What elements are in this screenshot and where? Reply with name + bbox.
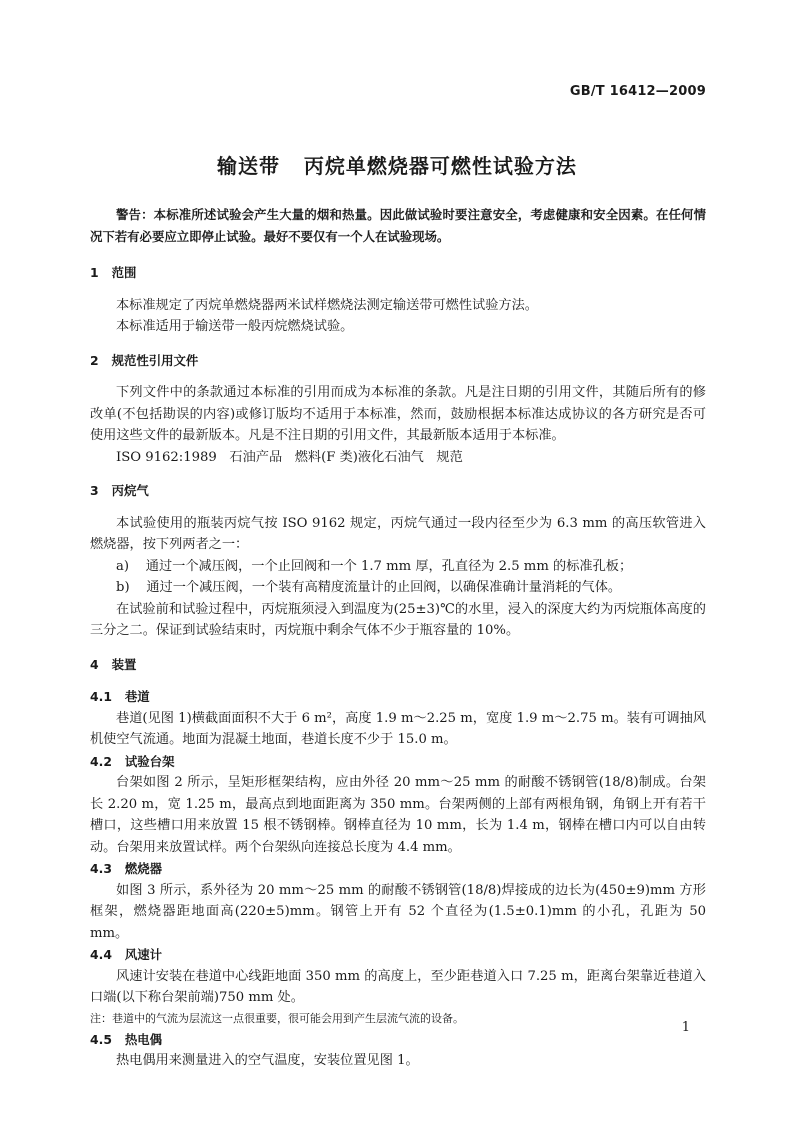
section-1-paragraph-1: 本标准规定了丙烷单燃烧器两米试样燃烧法测定输送带可燃性试验方法。 xyxy=(116,297,538,313)
section-2-paragraph-1: 下列文件中的条款通过本标准的引用而成为本标准的条款。凡是注日期的引用文件，其随后所有的修改单(不包括勘误的内容)或修订版均不适用于本标准，然而，鼓励根据本标准达成协议的各方研究是否可使用这些文件的最新版本。凡是不注日期的引用文件，其最新版本适用于本标准。 xyxy=(90,385,706,443)
section-3-item-a: a) 通过一个减压阀，一个止回阀和一个 1.7 mm 厚，孔直径为 2.5 mm 的标准孔板； xyxy=(116,558,633,574)
section-4-4-heading: 4.4 风速计 xyxy=(90,947,163,962)
section-3-paragraph-1: 本试验使用的瓶装丙烷气按 ISO 9162 规定，丙烷气通过一段内径至少为 6.3 mm 的高压软管进入燃烧器，按下列两者之一： xyxy=(90,515,706,552)
section-4-4-paragraph: 风速计安装在巷道中心线距地面 350 mm 的高度上，至少距巷道入口 7.25 m，距离台架靠近巷道入口端(以下称台架前端)750 mm 处。 xyxy=(90,968,706,1005)
standard-number: GB/T 16412—2009 xyxy=(569,84,706,99)
section-1-heading: 1 范围 xyxy=(90,265,137,280)
section-4-5-paragraph: 热电偶用来测量进入的空气温度，安装位置见图 1。 xyxy=(116,1053,419,1068)
section-4-4-note: 注：巷道中的气流为层流这一点很重要，很可能会用到产生层流气流的设备。 xyxy=(90,1011,464,1025)
section-3-paragraph-2: 在试验前和试验过程中，丙烷瓶须浸入到温度为(25±3)℃的水里，浸入的深度大约为丙烷瓶体高度的三分之二。保证到试验结束时，丙烷瓶中剩余气体不少于瓶容量的 10%。 xyxy=(90,601,706,638)
section-4-2-paragraph: 台架如图 2 所示，呈矩形框架结构，应由外径 20 mm～25 mm 的耐酸不锈钢管(18/8)制成。台架长 2.20 m，宽 1.25 m，最高点到地面距离为 350 mm。台架两侧的上部有两根角钢，角钢上开有若干槽口，这些槽口用来放置 15 根不锈钢棒。钢棒直径为 10 mm，长为 1.4 m，钢棒在槽口内可以自由转动。台架用来放置试样。两个台架纵向连接总长度为 4.4 mm。 xyxy=(90,775,706,855)
normative-reference: ISO 9162:1989 石油产品 燃料(F 类)液化石油气 规范 xyxy=(116,449,463,465)
section-3-item-b: b) 通过一个减压阀，一个装有高精度流量计的止回阀，以确保准确计量消耗的气体。 xyxy=(116,580,622,595)
section-4-1-paragraph: 巷道(见图 1)横截面面积不大于 6 m²，高度 1.9 m～2.25 m，宽度 1.9 m～2.75 m。装有可调抽风机使空气流通。地面为混凝土地面，巷道长度不少于 15.0 m。 xyxy=(90,710,706,747)
document-title: 输送带 丙烷单燃烧器可燃性试验方法 xyxy=(217,154,577,178)
section-4-2-heading: 4.2 试验台架 xyxy=(90,753,175,769)
section-4-heading: 4 装置 xyxy=(90,656,137,672)
section-4-3-heading: 4.3 燃烧器 xyxy=(90,861,163,876)
section-2-heading: 2 规范性引用文件 xyxy=(90,352,199,368)
section-4-1-heading: 4.1 巷道 xyxy=(90,689,150,704)
section-3-heading: 3 丙烷气 xyxy=(90,483,149,498)
section-4-5-heading: 4.5 热电偶 xyxy=(90,1031,163,1047)
page-number: 1 xyxy=(681,1020,690,1035)
section-1-paragraph-2: 本标准适用于输送带一般丙烷燃烧试验。 xyxy=(116,319,354,334)
document-body xyxy=(90,204,706,1072)
warning-paragraph: 警告：本标准所述试验会产生大量的烟和热量。因此做试验时要注意安全，考虑健康和安全因素。在任何情况下若有必要应立即停止试验。最好不要仅有一个人在试验现场。 xyxy=(90,207,706,244)
section-4-3-paragraph: 如图 3 所示，系外径为 20 mm～25 mm 的耐酸不锈钢管(18/8)焊接成的边长为(450±9)mm 方形框架，燃烧器距地面高(220±5)mm。钢管上开有 52 个直径为(1.5±0.1)mm 的小孔，孔距为 50 mm。 xyxy=(90,882,706,941)
